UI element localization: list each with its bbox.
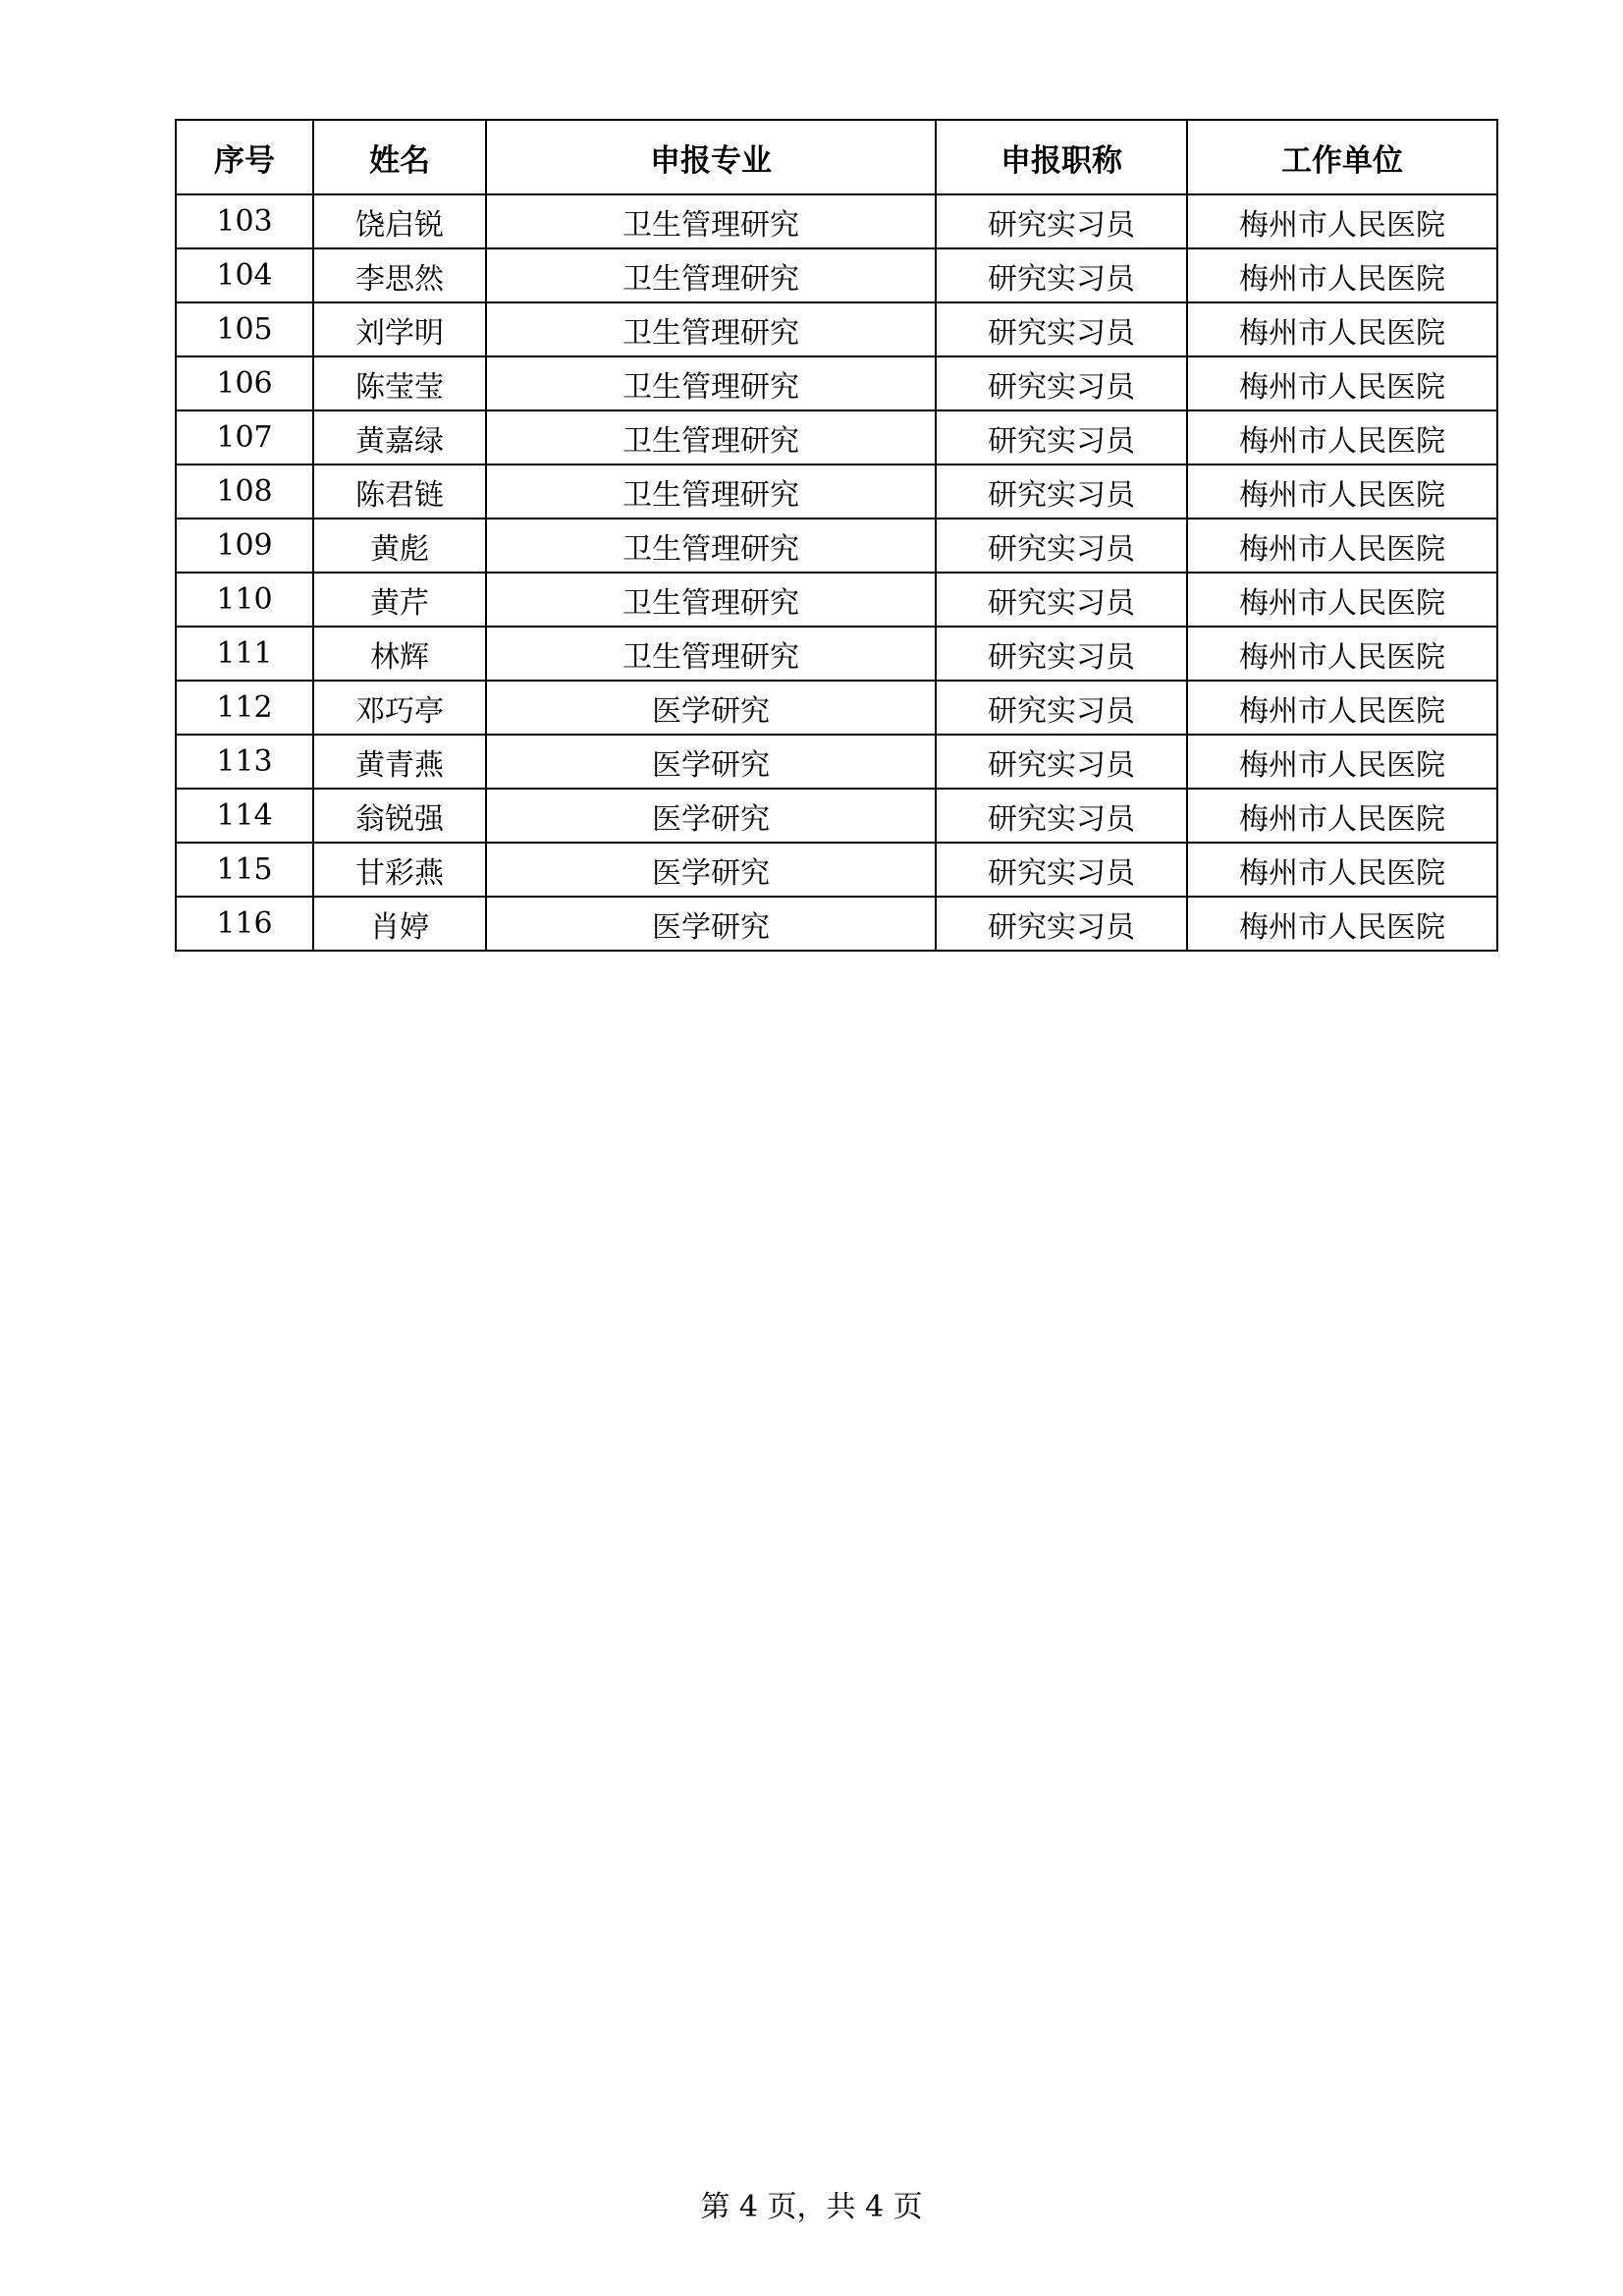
cell-specialty: 卫生管理研究 — [486, 519, 936, 573]
cell-specialty: 卫生管理研究 — [486, 356, 936, 410]
cell-title: 研究实习员 — [936, 519, 1187, 573]
table-row — [176, 194, 1497, 248]
cell-name: 黄嘉绿 — [313, 410, 486, 465]
cell-title: 研究实习员 — [936, 356, 1187, 410]
table-row — [176, 519, 1497, 573]
cell-name: 黄彪 — [313, 519, 486, 573]
cell-name: 肖婷 — [313, 897, 486, 951]
cell-index: 108 — [176, 465, 313, 519]
cell-title: 研究实习员 — [936, 248, 1187, 302]
table-row — [176, 681, 1497, 735]
cell-index: 115 — [176, 843, 313, 897]
cell-index: 113 — [176, 735, 313, 789]
cell-workplace: 梅州市人民医院 — [1187, 897, 1497, 951]
cell-name: 黄青燕 — [313, 735, 486, 789]
column-header-workplace: 工作单位 — [1187, 120, 1497, 194]
applicant-table — [175, 119, 1498, 952]
cell-workplace: 梅州市人民医院 — [1187, 410, 1497, 465]
cell-title: 研究实习员 — [936, 465, 1187, 519]
cell-title: 研究实习员 — [936, 789, 1187, 843]
cell-title: 研究实习员 — [936, 627, 1187, 681]
page-footer: 第 4 页，共 4 页 — [700, 2190, 923, 2224]
cell-workplace: 梅州市人民医院 — [1187, 465, 1497, 519]
column-header-name: 姓名 — [313, 120, 486, 194]
table-row — [176, 627, 1497, 681]
cell-workplace: 梅州市人民医院 — [1187, 735, 1497, 789]
cell-name: 李思然 — [313, 248, 486, 302]
cell-specialty: 卫生管理研究 — [486, 573, 936, 627]
table-row — [176, 248, 1497, 302]
cell-name: 翁锐强 — [313, 789, 486, 843]
cell-index: 103 — [176, 194, 313, 248]
table-row — [176, 735, 1497, 789]
column-header-title: 申报职称 — [936, 120, 1187, 194]
table-body — [176, 194, 1497, 951]
cell-index: 116 — [176, 897, 313, 951]
cell-workplace: 梅州市人民医院 — [1187, 573, 1497, 627]
table-row — [176, 465, 1497, 519]
cell-name: 饶启锐 — [313, 194, 486, 248]
table-row — [176, 573, 1497, 627]
cell-workplace: 梅州市人民医院 — [1187, 519, 1497, 573]
cell-specialty: 卫生管理研究 — [486, 248, 936, 302]
table-row — [176, 356, 1497, 410]
cell-specialty: 医学研究 — [486, 843, 936, 897]
cell-name: 陈莹莹 — [313, 356, 486, 410]
cell-workplace: 梅州市人民医院 — [1187, 627, 1497, 681]
cell-specialty: 卫生管理研究 — [486, 410, 936, 465]
cell-name: 林辉 — [313, 627, 486, 681]
cell-workplace: 梅州市人民医院 — [1187, 302, 1497, 356]
cell-title: 研究实习员 — [936, 681, 1187, 735]
cell-index: 112 — [176, 681, 313, 735]
cell-workplace: 梅州市人民医院 — [1187, 789, 1497, 843]
cell-specialty: 医学研究 — [486, 735, 936, 789]
cell-index: 109 — [176, 519, 313, 573]
cell-index: 114 — [176, 789, 313, 843]
cell-title: 研究实习员 — [936, 410, 1187, 465]
cell-index: 110 — [176, 573, 313, 627]
table-row — [176, 897, 1497, 951]
table-row — [176, 789, 1497, 843]
table-row — [176, 410, 1497, 465]
cell-index: 107 — [176, 410, 313, 465]
table-header-row — [176, 120, 1497, 194]
cell-specialty: 医学研究 — [486, 789, 936, 843]
cell-specialty: 卫生管理研究 — [486, 194, 936, 248]
cell-name: 甘彩燕 — [313, 843, 486, 897]
cell-specialty: 医学研究 — [486, 681, 936, 735]
cell-index: 104 — [176, 248, 313, 302]
column-header-index: 序号 — [176, 120, 313, 194]
cell-title: 研究实习员 — [936, 302, 1187, 356]
cell-name: 黄芹 — [313, 573, 486, 627]
cell-workplace: 梅州市人民医院 — [1187, 194, 1497, 248]
cell-workplace: 梅州市人民医院 — [1187, 248, 1497, 302]
cell-title: 研究实习员 — [936, 897, 1187, 951]
cell-workplace: 梅州市人民医院 — [1187, 843, 1497, 897]
cell-title: 研究实习员 — [936, 843, 1187, 897]
cell-name: 邓巧亭 — [313, 681, 486, 735]
cell-index: 111 — [176, 627, 313, 681]
cell-specialty: 卫生管理研究 — [486, 465, 936, 519]
cell-index: 106 — [176, 356, 313, 410]
cell-name: 刘学明 — [313, 302, 486, 356]
cell-name: 陈君链 — [313, 465, 486, 519]
cell-title: 研究实习员 — [936, 573, 1187, 627]
cell-workplace: 梅州市人民医院 — [1187, 681, 1497, 735]
table-row — [176, 843, 1497, 897]
column-header-specialty: 申报专业 — [486, 120, 936, 194]
cell-title: 研究实习员 — [936, 735, 1187, 789]
cell-index: 105 — [176, 302, 313, 356]
cell-specialty: 卫生管理研究 — [486, 302, 936, 356]
cell-workplace: 梅州市人民医院 — [1187, 356, 1497, 410]
cell-specialty: 医学研究 — [486, 897, 936, 951]
table-row — [176, 302, 1497, 356]
cell-specialty: 卫生管理研究 — [486, 627, 936, 681]
cell-title: 研究实习员 — [936, 194, 1187, 248]
